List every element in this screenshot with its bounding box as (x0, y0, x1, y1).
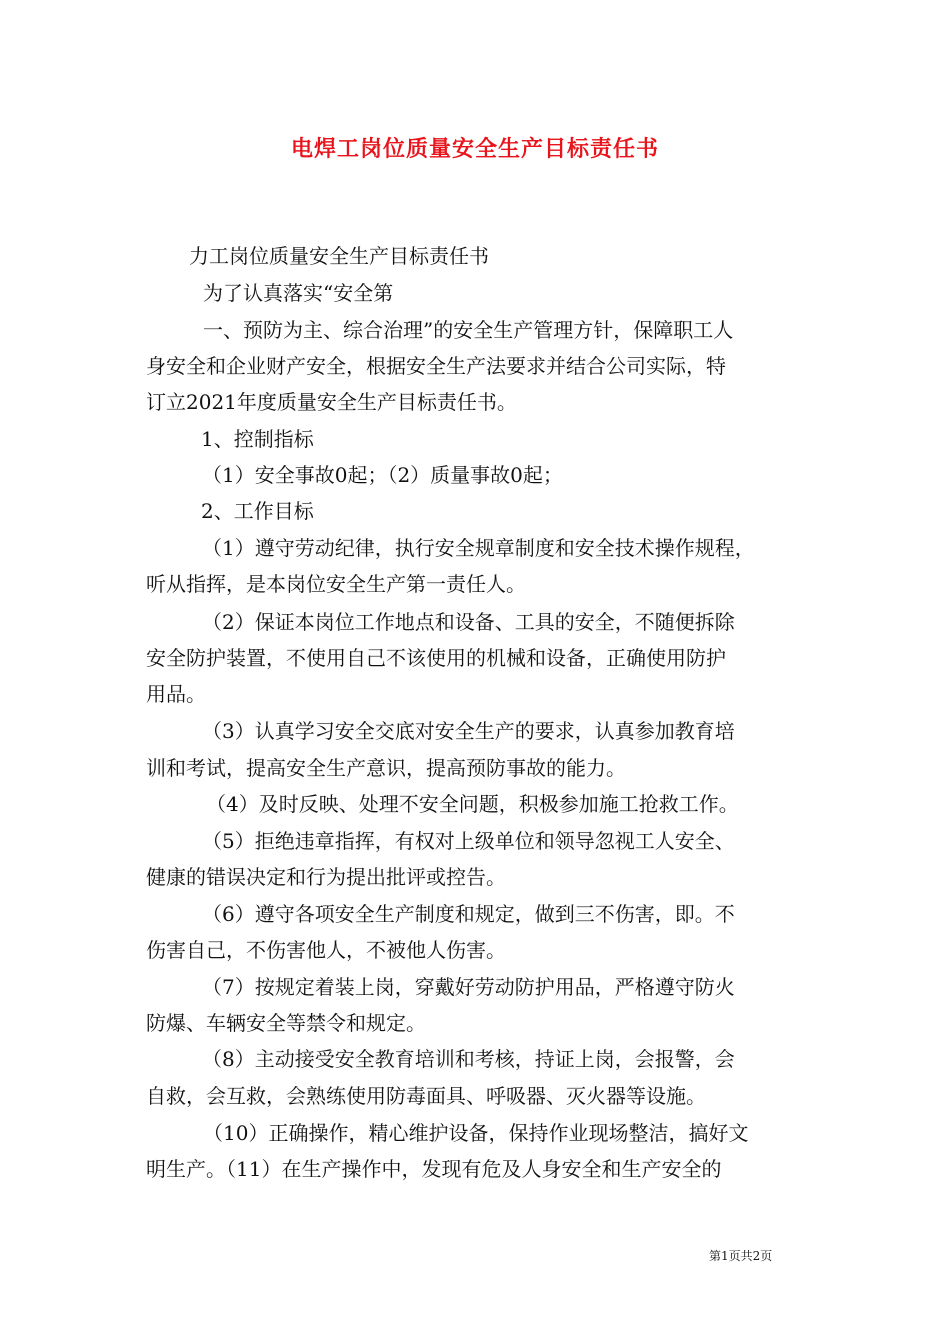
page-title: 电焊工岗位质量安全生产目标责任书 (290, 136, 659, 162)
body-line: 安全防护装置，不使用自己不该使用的机械和设备，正确使用防护 (146, 646, 726, 670)
body-line: 订立2021年度质量安全生产目标责任书。 (146, 390, 517, 414)
body-line: 伤害自己，不伤害他人，不被他人伤害。 (146, 938, 506, 962)
body-line: 训和考试，提高安全生产意识，提高预防事故的能力。 (146, 756, 626, 780)
page-number: 第1页共2页 (709, 1249, 773, 1263)
body-line: （7）按规定着装上岗，穿戴好劳动防护用品，严格遵守防火 (202, 975, 735, 999)
body-line: （1）安全事故0起；（2）质量事故0起； (202, 463, 563, 487)
body-line: （8）主动接受安全教育培训和考核，持证上岗，会报警，会 (202, 1047, 735, 1071)
body-line: 听从指挥，是本岗位安全生产第一责任人。 (146, 572, 526, 596)
body-line: 健康的错误决定和行为提出批评或控告。 (146, 865, 506, 889)
body-line: 力工岗位质量安全生产目标责任书 (189, 244, 489, 268)
body-line: （1）遵守劳动纪律，执行安全规章制度和安全技术操作规程， (202, 536, 755, 560)
body-line: 为了认真落实“安全第 (203, 281, 394, 305)
body-line: 身安全和企业财产安全，根据安全生产法要求并结合公司实际，特 (146, 354, 726, 378)
body-line: （4）及时反映、处理不安全问题，积极参加施工抢救工作。 (206, 792, 739, 816)
body-line: 明生产。（11）在生产操作中，发现有危及人身安全和生产安全的 (146, 1157, 722, 1181)
body-line: （10）正确操作，精心维护设备，保持作业现场整洁，搞好文 (203, 1121, 749, 1145)
body-line: 防爆、车辆安全等禁令和规定。 (146, 1011, 426, 1035)
body-line: （3）认真学习安全交底对安全生产的要求，认真参加教育培 (202, 719, 735, 743)
body-line: 自救，会互救，会熟练使用防毒面具、呼吸器、灭火器等设施。 (146, 1084, 706, 1108)
body-line: 2、工作目标 (201, 499, 314, 523)
body-line: （5）拒绝违章指挥，有权对上级单位和领导忽视工人安全、 (202, 829, 735, 853)
body-line: 一、预防为主、综合治理”的安全生产管理方针，保障职工人 (203, 318, 734, 342)
body-line: 用品。 (146, 682, 206, 706)
body-line: （6）遵守各项安全生产制度和规定，做到三不伤害，即。不 (202, 902, 735, 926)
body-line: 1、控制指标 (201, 427, 314, 451)
body-line: （2）保证本岗位工作地点和设备、工具的安全，不随便拆除 (202, 610, 735, 634)
